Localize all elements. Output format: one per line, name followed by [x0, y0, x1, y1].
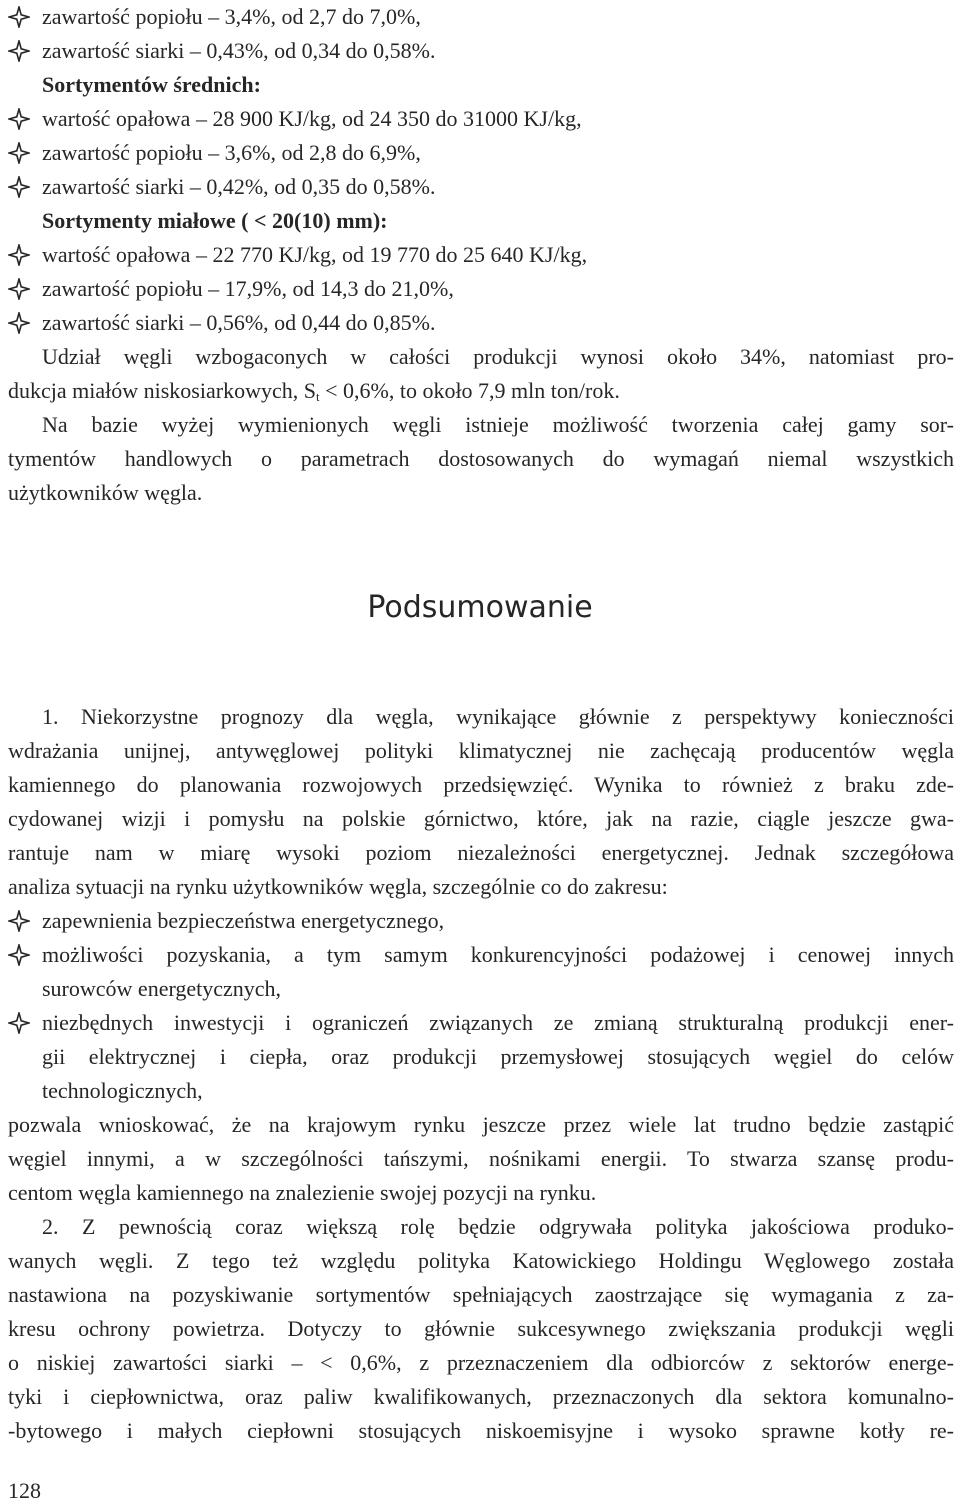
bullet-text: gii elektrycznej i ciepła, oraz produkcji przemysłowej stosujących węgiel do celów [42, 1044, 954, 1069]
four-point-star-icon [8, 904, 32, 938]
bullet-text: zawartość popiołu – 17,9%, od 14,3 do 21,0%, [42, 276, 454, 301]
paragraph-line: tyki i ciepłownictwa, oraz paliw kwalifikowanych, przeznaczonych dla sektora komunalno- [8, 1384, 954, 1409]
paragraph-line: dukcja miałów niskosiarkowych, $S_t < 0,6\%$, to około 7,9 mln ton/rok. [8, 378, 620, 404]
paragraph-line: węgiel innymi, a w szczególności tańszymi, nośnikami energii. To stwarza szansę produ- [8, 1146, 954, 1171]
section-heading: Podsumowanie [367, 590, 593, 625]
four-point-star-icon [8, 1006, 32, 1040]
four-point-star-icon [8, 34, 32, 68]
four-point-star-icon [8, 306, 32, 340]
paragraph-line: kamiennego do planowania rozwojowych przedsięwzięć. Wynika to również z braku zde- [8, 772, 954, 797]
bullet-text: surowców energetycznych, [42, 976, 282, 1001]
paragraph-line: 1. Niekorzystne prognozy dla węgla, wynikające głównie z perspektywy konieczności [42, 704, 954, 729]
paragraph-line: o niskiej zawartości siarki – < 0,6%, z przeznaczeniem dla odbiorców z sektorów energe- [8, 1350, 954, 1375]
paragraph-line: rantuje nam w miarę wysoki poziom niezależności energetycznej. Jednak szczegółowa [8, 840, 954, 865]
paragraph-line: analiza sytuacji na rynku użytkowników węgla, szczególnie co do zakresu: [8, 874, 668, 899]
bullet-text: zawartość siarki – 0,42%, od 0,35 do 0,58%. [42, 174, 436, 199]
paragraph-line: centom węgla kamiennego na znalezienie swojej pozycji na rynku. [8, 1180, 597, 1205]
four-point-star-icon [8, 238, 32, 272]
paragraph-line: 2. Z pewnością coraz większą rolę będzie odgrywała polityka jakościowa produko- [42, 1214, 954, 1239]
bullet-text: zawartość siarki – 0,56%, od 0,44 do 0,85%. [42, 310, 436, 335]
page-number: 128 [8, 1478, 41, 1503]
four-point-star-icon [8, 0, 32, 34]
paragraph-line: pozwala wnioskować, że na krajowym rynku jeszcze przez wiele lat trudno będzie zastąpić [8, 1112, 954, 1137]
bullet-text: zapewnienia bezpieczeństwa energetycznego, [42, 908, 445, 933]
bullet-text: wartość opałowa – 28 900 KJ/kg, od 24 350 do 31000 KJ/kg, [42, 106, 582, 131]
paragraph-line: Udział węgli wzbogaconych w całości produkcji wynosi około 34%, natomiast pro- [42, 344, 954, 369]
paragraph-line: -bytowego i małych ciepłowni stosujących niskoemisyjne i wysoko sprawne kotły re- [8, 1418, 954, 1443]
bullet-text: zawartość popiołu – 3,4%, od 2,7 do 7,0%, [42, 4, 421, 29]
four-point-star-icon [8, 272, 32, 306]
paragraph-line: tymentów handlowych o parametrach dostosowanych do wymagań niemal wszystkich [8, 446, 954, 471]
paragraph-line: wdrażania unijnej, antywęglowej polityki klimatycznej nie zachęcają producentów węgla [8, 738, 954, 763]
paragraph-line: Na bazie wyżej wymienionych węgli istnieje możliwość tworzenia całej gamy sor- [42, 412, 954, 437]
four-point-star-icon [8, 938, 32, 972]
paragraph-line: kresu ochrony powietrza. Dotyczy to głównie sukcesywnego zwiększania produkcji węgli [8, 1316, 954, 1341]
bullet-text: technologicznych, [42, 1078, 203, 1103]
four-point-star-icon [8, 136, 32, 170]
bullet-text: wartość opałowa – 22 770 KJ/kg, od 19 770 do 25 640 KJ/kg, [42, 242, 588, 267]
bullet-text: zawartość siarki – 0,43%, od 0,34 do 0,58%. [42, 38, 436, 63]
paragraph-line: nastawiona na pozyskiwanie sortymentów spełniających zaostrzające się wymagania z za- [8, 1282, 954, 1307]
subsection-label: Sortymenty miałowe ( < 20(10) mm): [42, 208, 388, 233]
bullet-text: niezbędnych inwestycji i ograniczeń związanych ze zmianą strukturalną produkcji ener- [42, 1010, 954, 1035]
paragraph-line: użytkowników węgla. [8, 480, 203, 505]
bullet-text: zawartość popiołu – 3,6%, od 2,8 do 6,9%, [42, 140, 421, 165]
four-point-star-icon [8, 102, 32, 136]
subsection-label: Sortymentów średnich: [42, 72, 261, 97]
bullet-text: możliwości pozyskania, a tym samym konkurencyjności podażowej i cenowej innych [42, 942, 954, 967]
four-point-star-icon [8, 170, 32, 204]
paragraph-line: wanych węgli. Z tego też względu polityka Katowickiego Holdingu Węglowego została [8, 1248, 954, 1273]
paragraph-line: cydowanej wizji i pomysłu na polskie górnictwo, które, jak na razie, ciągle jeszcze gwa- [8, 806, 954, 831]
